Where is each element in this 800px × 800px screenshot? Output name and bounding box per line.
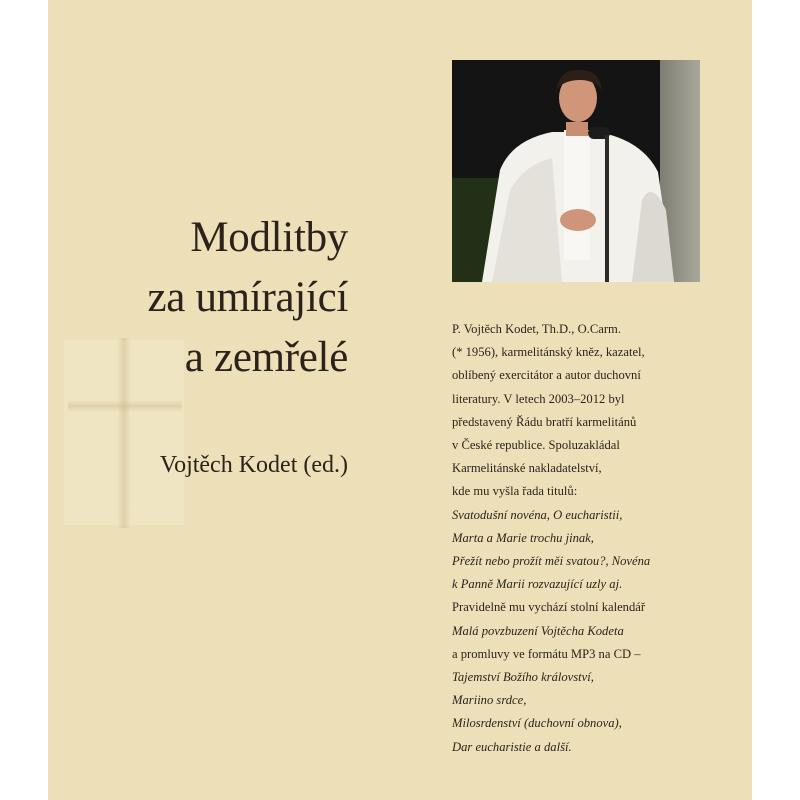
bio-line: kde mu vyšla řada titulů: xyxy=(452,484,578,499)
bio-line-italic: Dar eucharistie a další. xyxy=(452,739,572,754)
book-title xyxy=(147,208,348,388)
bio-line-italic: Přežít nebo prožít měi svatou?, Novéna xyxy=(452,554,651,569)
title-line-2: za umírající xyxy=(147,274,348,321)
book-author: Vojtěch Kodet (ed.) xyxy=(159,452,348,478)
bio-line: představený Řádu bratří karmelitánů xyxy=(452,414,637,429)
microphone-stand xyxy=(605,135,609,282)
bio-line: (* 1956), karmelitánský kněz, kazatel, xyxy=(452,345,645,360)
title-line-1: Modlitby xyxy=(190,214,348,261)
bio-line: Karmelitánské nakladatelství, xyxy=(452,461,602,476)
cross-watermark-vertical xyxy=(117,338,131,528)
bio-line-italic: Malá povzbuzení Vojtěcha Kodeta xyxy=(452,623,624,638)
priest-figure xyxy=(452,60,700,282)
bio-line-italic: k Panně Marii rozvazující uzly aj. xyxy=(452,577,623,592)
author-bio xyxy=(452,318,712,759)
author-photo xyxy=(452,60,700,282)
bio-line-italic: Marta a Marie trochu jinak, xyxy=(452,530,594,545)
bio-line: P. Vojtěch Kodet, Th.D., O.Carm. xyxy=(452,322,621,336)
bio-line-italic: Mariino srdce, xyxy=(452,693,527,708)
bio-line-italic: Tajemství Božího království, xyxy=(452,670,594,685)
cross-watermark-horizontal xyxy=(68,400,182,412)
bio-line: Pravidelně mu vychází stolní kalendář xyxy=(452,600,646,615)
bio-line-italic: Milosrdenství (duchovní obnova), xyxy=(452,716,622,731)
bio-line: v České republice. Spoluzakládal xyxy=(452,438,620,453)
bio-line: a promluvy ve formátu MP3 na CD – xyxy=(452,646,641,661)
title-line-3: a zemřelé xyxy=(184,334,348,381)
bio-line: oblíbený exercitátor a autor duchovní xyxy=(452,368,641,383)
bio-line-italic: Svatodušní novéna, O eucharistii, xyxy=(452,507,623,522)
bio-line: literatury. V letech 2003–2012 byl xyxy=(452,391,625,406)
